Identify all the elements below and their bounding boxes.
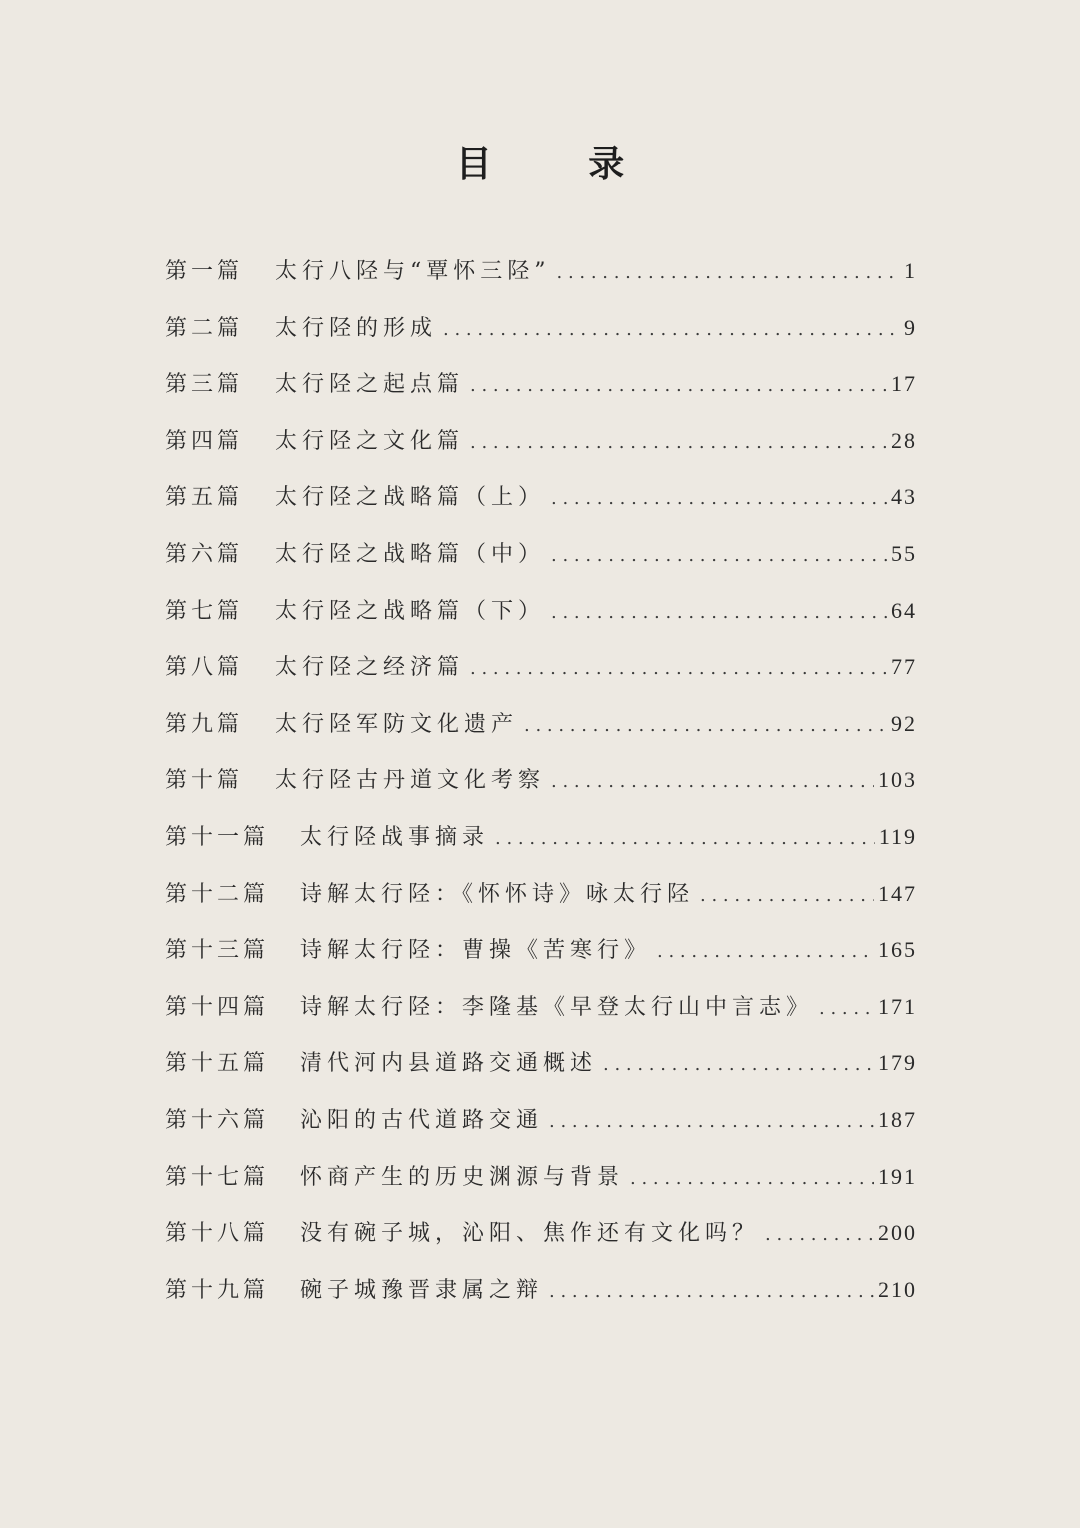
toc-page-number: 9 — [904, 314, 917, 340]
toc-entry-title: 太行陉之经济篇 — [275, 655, 465, 681]
toc-chapter-label: 第四篇 — [165, 428, 244, 454]
toc-entry[interactable] — [165, 1205, 917, 1262]
toc-entry[interactable] — [165, 922, 917, 979]
toc-entry[interactable] — [165, 696, 917, 753]
toc-chapter-label: 第三篇 — [165, 372, 244, 398]
toc-page-number: 179 — [878, 1050, 917, 1076]
toc-page-number: 119 — [878, 823, 917, 849]
toc-chapter-label: 第十六篇 — [165, 1107, 270, 1133]
toc-entry[interactable] — [165, 413, 917, 470]
toc-page-number: 28 — [891, 427, 917, 453]
toc-chapter-label: 第十二篇 — [165, 881, 270, 907]
toc-page-number: 191 — [878, 1163, 917, 1189]
toc-entry[interactable] — [165, 300, 917, 357]
toc-entry[interactable] — [165, 1262, 917, 1319]
toc-entry-title: 诗解太行陉：曹操《苦寒行》 — [300, 938, 652, 964]
toc-page-number: 64 — [891, 597, 917, 623]
toc-page-number: 165 — [878, 937, 917, 963]
dot-leader — [630, 1151, 874, 1208]
toc-chapter-label: 第十篇 — [165, 768, 244, 794]
toc-chapter-label: 第十八篇 — [165, 1221, 270, 1247]
toc-page-number: 1 — [904, 258, 917, 283]
dot-leader — [549, 1264, 874, 1321]
toc-entry[interactable] — [165, 979, 917, 1036]
toc-chapter-label: 第一篇 — [165, 259, 244, 284]
toc-entry[interactable] — [165, 526, 917, 583]
toc-chapter-label: 第五篇 — [165, 485, 244, 511]
dot-leader — [551, 585, 887, 642]
toc-chapter-label: 第十七篇 — [165, 1164, 270, 1190]
toc-entry[interactable] — [165, 243, 917, 300]
toc-chapter-label: 第十四篇 — [165, 994, 270, 1020]
dot-leader — [549, 1094, 874, 1151]
toc-entry-title: 诗解太行陉：《怀怀诗》咏太行陉 — [300, 881, 695, 907]
dot-leader — [700, 868, 874, 925]
toc-entry-title: 太行陉战事摘录 — [300, 824, 490, 850]
dot-leader — [495, 811, 875, 868]
toc-entry[interactable] — [165, 583, 917, 640]
dot-leader — [470, 641, 887, 698]
toc-chapter-label: 第十五篇 — [165, 1051, 270, 1077]
toc-entry[interactable] — [165, 1092, 917, 1149]
toc-page-number: 187 — [878, 1106, 917, 1132]
page-title: 目 录 — [455, 143, 667, 185]
toc-entry-title: 没有碗子城，沁阳、焦作还有文化吗？ — [300, 1221, 760, 1247]
dot-leader — [819, 981, 874, 1038]
toc-entry[interactable] — [165, 469, 917, 526]
dot-leader — [603, 1037, 874, 1094]
toc-chapter-label: 第十一篇 — [165, 824, 270, 850]
toc-page-number: 43 — [891, 484, 917, 510]
toc-page-number: 103 — [878, 767, 917, 793]
toc-entry-title: 太行陉之战略篇（中） — [275, 541, 546, 567]
table-of-contents — [165, 243, 917, 1318]
toc-page-number: 210 — [878, 1276, 917, 1302]
toc-entry[interactable] — [165, 639, 917, 696]
toc-chapter-label: 第六篇 — [165, 541, 244, 567]
toc-entry[interactable] — [165, 356, 917, 413]
toc-entry[interactable] — [165, 752, 917, 809]
toc-page-number: 17 — [891, 371, 917, 397]
toc-chapter-label: 第八篇 — [165, 655, 244, 681]
toc-entry-title: 清代河内县道路交通概述 — [300, 1051, 598, 1077]
dot-leader — [557, 245, 901, 302]
dot-leader — [765, 1207, 874, 1264]
dot-leader — [524, 698, 887, 755]
toc-entry-title: 太行陉的形成 — [275, 315, 438, 341]
toc-page-number: 200 — [878, 1220, 917, 1246]
toc-entry-title: 太行陉之战略篇（上） — [275, 485, 546, 511]
toc-entry-title: 诗解太行陉：李隆基《早登太行山中言志》 — [300, 994, 814, 1020]
toc-entry-title: 太行陉之文化篇 — [275, 428, 465, 454]
toc-entry-title: 太行陉军防文化遗产 — [275, 711, 519, 737]
toc-entry[interactable] — [165, 809, 917, 866]
toc-page-number: 92 — [891, 710, 917, 736]
toc-page-number: 147 — [878, 880, 917, 906]
dot-leader — [470, 358, 887, 415]
dot-leader — [551, 754, 874, 811]
toc-entry-title: 沁阳的古代道路交通 — [300, 1107, 544, 1133]
toc-page-number: 77 — [891, 654, 917, 680]
toc-entry[interactable] — [165, 1149, 917, 1206]
toc-entry-title: 太行陉之战略篇（下） — [275, 598, 546, 624]
toc-entry[interactable] — [165, 866, 917, 923]
toc-page-number: 171 — [878, 993, 917, 1019]
toc-chapter-label: 第九篇 — [165, 711, 244, 737]
toc-entry-title: 太行陉古丹道文化考察 — [275, 768, 546, 794]
toc-entry[interactable] — [165, 1035, 917, 1092]
dot-leader — [551, 528, 887, 585]
dot-leader — [470, 415, 887, 472]
toc-page-number: 55 — [891, 540, 917, 566]
dot-leader — [551, 471, 887, 528]
dot-leader — [443, 302, 900, 359]
toc-entry-title: 怀商产生的历史渊源与背景 — [300, 1164, 625, 1190]
toc-entry-title: 碗子城豫晋隶属之辩 — [300, 1277, 544, 1303]
toc-chapter-label: 第十九篇 — [165, 1277, 270, 1303]
toc-chapter-label: 第二篇 — [165, 315, 244, 341]
toc-entry-title: 太行八陉与“覃怀三陉” — [275, 259, 551, 284]
toc-chapter-label: 第十三篇 — [165, 938, 270, 964]
toc-entry-title: 太行陉之起点篇 — [275, 372, 465, 398]
toc-chapter-label: 第七篇 — [165, 598, 244, 624]
dot-leader — [657, 924, 874, 981]
